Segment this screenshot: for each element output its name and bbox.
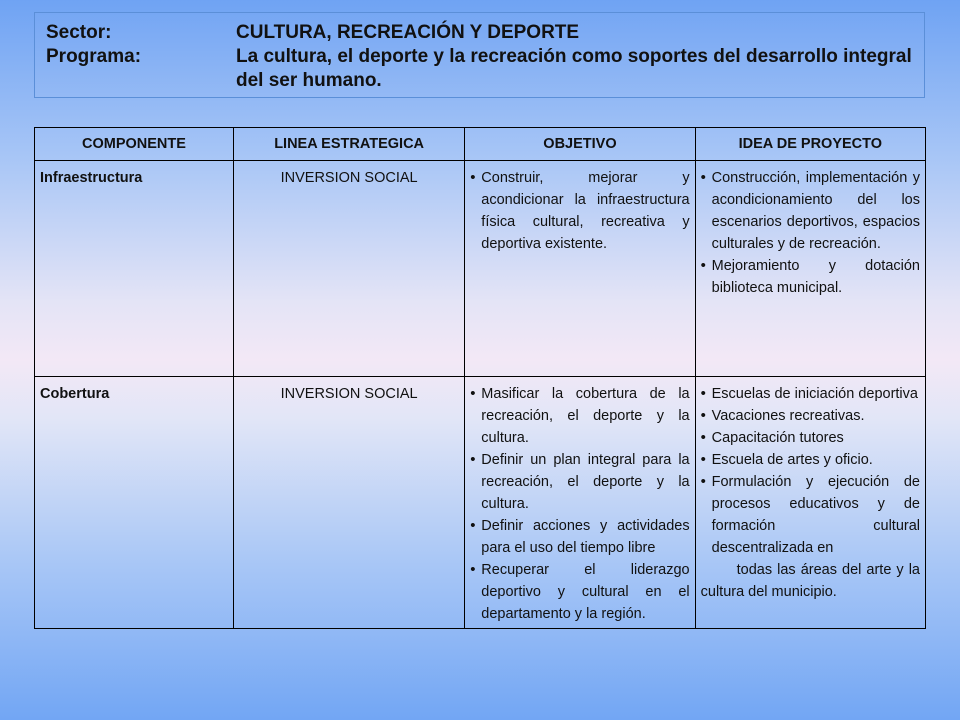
list-item: • Definir acciones y actividades para el uso del tiempo libre xyxy=(470,515,689,559)
list-item: • Capacitación tutores xyxy=(701,427,920,449)
program-header xyxy=(34,12,925,98)
componente-cell: Cobertura xyxy=(35,377,234,629)
list-item: • Vacaciones recreativas. xyxy=(701,405,920,427)
header-idea-de-proyecto: IDEA DE PROYECTO xyxy=(695,128,925,161)
list-item: • Masificar la cobertura de la recreación, el deporte y la cultura. xyxy=(470,383,689,449)
list-item: • Construcción, implementación y acondicionamiento del los escenarios deportivos, espacios culturales y de recreación. xyxy=(701,167,920,255)
header-componente: COMPONENTE xyxy=(35,128,234,161)
table-row xyxy=(35,161,926,377)
header-linea-estrategica: LINEA ESTRATEGICA xyxy=(233,128,464,161)
list-item: • Mejoramiento y dotación biblioteca municipal. xyxy=(701,255,920,299)
linea-cell: INVERSION SOCIAL xyxy=(233,161,464,377)
strategy-table xyxy=(34,127,926,629)
list-item: • Construir, mejorar y acondicionar la infraestructura física cultural, recreativa y deportiva existente. xyxy=(470,167,689,255)
objetivo-cell xyxy=(465,161,695,377)
sector-label: Sector: xyxy=(46,22,112,43)
header-objetivo: OBJETIVO xyxy=(465,128,695,161)
idea-cell xyxy=(695,377,925,629)
table-header-row xyxy=(35,128,926,161)
sector-value: CULTURA, RECREACIÓN Y DEPORTE xyxy=(236,22,580,43)
table-row xyxy=(35,377,926,629)
list-item: • Escuelas de iniciación deportiva xyxy=(701,383,920,405)
programa-label: Programa: xyxy=(46,46,142,67)
list-item: • Formulación y ejecución de procesos educativos y de formación cultural descentralizada en xyxy=(701,471,920,559)
programa-value: La cultura, el deporte y la recreación como soportes del desarrollo integral del ser humano. xyxy=(236,46,912,91)
objetivo-cell xyxy=(465,377,695,629)
idea-cell xyxy=(695,161,925,377)
list-item: • Escuela de artes y oficio. xyxy=(701,449,920,471)
linea-cell: INVERSION SOCIAL xyxy=(233,377,464,629)
list-item: • Definir un plan integral para la recreación, el deporte y la cultura. xyxy=(470,449,689,515)
list-item: • Recuperar el liderazgo deportivo y cultural en el departamento y la región. xyxy=(470,559,689,625)
componente-cell: Infraestructura xyxy=(35,161,234,377)
list-item-continuation: todas las áreas del arte y la cultura del municipio. xyxy=(700,562,920,600)
